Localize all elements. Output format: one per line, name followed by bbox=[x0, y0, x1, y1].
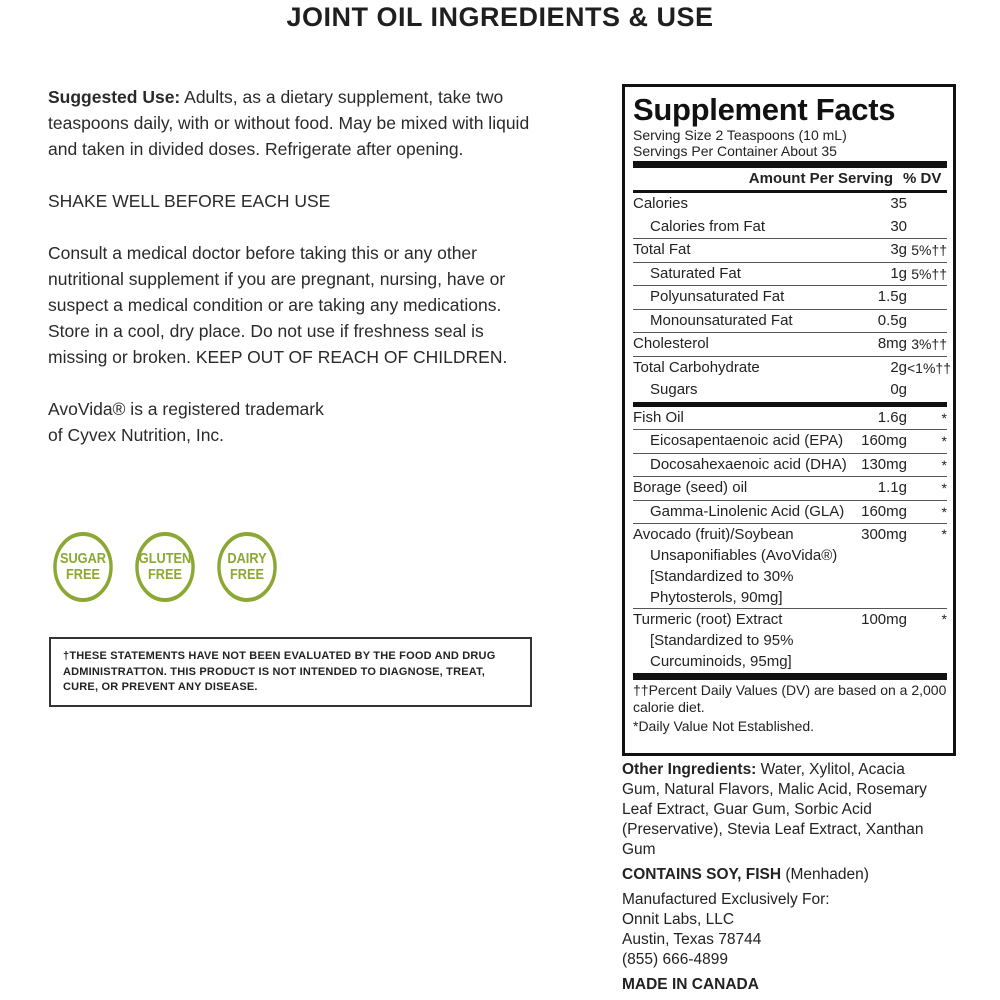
facts-row-name: [Standardized to 30% bbox=[650, 568, 794, 585]
facts-row-name: Calories from Fat bbox=[650, 217, 766, 235]
facts-row-amount: 0.5g bbox=[877, 311, 907, 329]
facts-row-name: Gamma-Linolenic Acid (GLA) bbox=[650, 502, 845, 520]
usage-section bbox=[48, 84, 538, 448]
amount-header: Amount Per Serving bbox=[748, 170, 893, 187]
badge-line: FREE bbox=[229, 566, 264, 583]
facts-row-amount: 1.1g bbox=[877, 479, 907, 496]
made-in: MADE IN CANADA bbox=[622, 976, 759, 993]
facts-row-name: Avocado (fruit)/Soybean bbox=[633, 526, 794, 543]
facts-row-dv: * bbox=[941, 433, 947, 449]
facts-row-name: Phytosterols, 90mg] bbox=[650, 589, 783, 606]
facts-row bbox=[633, 651, 947, 672]
trademark-line1: AvoVida® is a registered trademark bbox=[48, 399, 324, 419]
facts-row-amount bbox=[849, 630, 907, 651]
facts-row-amount bbox=[849, 566, 907, 587]
facts-row-amount: 3g bbox=[890, 241, 907, 258]
suggested-use-paragraph bbox=[48, 84, 538, 162]
footnote-daily-value: *Daily Value Not Established. bbox=[633, 718, 815, 734]
facts-row-dv: * bbox=[941, 480, 947, 496]
badge-line: SUGAR bbox=[59, 550, 107, 567]
trademark-line2: of Cyvex Nutrition, Inc. bbox=[48, 425, 225, 445]
facts-row-name: Borage (seed) oil bbox=[633, 479, 748, 496]
fda-disclaimer: †THESE STATEMENTS HAVE NOT BEEN EVALUATED BY THE FOOD AND DRUG ADMINISTRATTON. THIS PRODUCT IS NOT INTENDED TO DIAGNOSE, TREAT, CURE, OR PREVENT ANY DISEASE. bbox=[49, 637, 532, 707]
badge-row bbox=[48, 532, 282, 602]
other-ingredients-text: Water, Xylitol, Acacia Gum, Natural Flavors, Malic Acid, Rosemary Leaf Extract, Guar Gum, Sorbic Acid (Preservative), Stevia Leaf Extract, Xanthan Gum bbox=[622, 761, 927, 858]
facts-row-dv bbox=[907, 566, 947, 587]
facts-row bbox=[633, 263, 947, 286]
facts-header bbox=[633, 168, 947, 190]
allergen-text: (Menhaden) bbox=[781, 866, 869, 883]
trademark-notice bbox=[48, 396, 538, 448]
facts-row-name: Docosahexaenoic acid (DHA) bbox=[650, 455, 847, 473]
badge-line: FREE bbox=[147, 566, 182, 583]
allergen-statement bbox=[622, 865, 942, 885]
facts-row-dv bbox=[907, 545, 947, 566]
facts-row-name: Curcuminoids, 95mg] bbox=[650, 653, 792, 670]
facts-row-dv: 5%†† bbox=[911, 265, 947, 282]
facts-row-name: Polyunsaturated Fat bbox=[650, 288, 785, 305]
facts-row-amount: 30 bbox=[890, 217, 907, 235]
facts-row-name: Sugars bbox=[650, 381, 698, 398]
dv-header: % DV bbox=[903, 170, 942, 187]
allergen-label: CONTAINS SOY, FISH bbox=[622, 866, 782, 883]
shake-warning: SHAKE WELL BEFORE EACH USE bbox=[48, 191, 331, 211]
facts-row-dv: * bbox=[941, 503, 947, 520]
facts-row-amount bbox=[849, 651, 907, 672]
badge-line: DAIRY bbox=[227, 550, 267, 567]
facts-row-name: Total Fat bbox=[633, 241, 691, 258]
facts-row bbox=[633, 333, 947, 356]
supplement-facts-panel bbox=[622, 84, 956, 756]
footnote-dv: ††Percent Daily Values (DV) are based on a 2,000 calorie diet. bbox=[633, 682, 947, 715]
facts-row bbox=[633, 239, 947, 262]
servings-per-container: Servings Per Container About 35 bbox=[633, 143, 837, 159]
facts-row-name: Fish Oil bbox=[633, 408, 684, 426]
facts-row bbox=[633, 407, 947, 430]
consult-warning: Consult a medical doctor before taking this or any other nutritional supplement if you are pregnant, nursing, have or suspect a medical condition or are taking any medications. Store in a cool, dry place. Do not use if freshness seal is missing or broken. KEEP OUT OF REACH OF CHILDREN. bbox=[48, 243, 508, 367]
facts-row-dv: * bbox=[941, 409, 947, 426]
facts-row-dv bbox=[907, 379, 947, 402]
facts-row bbox=[633, 430, 947, 453]
facts-row-amount: 1.6g bbox=[877, 408, 907, 426]
facts-row-amount: 100mg bbox=[861, 611, 907, 628]
suggested-use-text: Adults, as a dietary supplement, take two teaspoons daily, with or without food. May be mixed with liquid and taken in divided doses. Refrigerate after opening. bbox=[48, 87, 530, 159]
facts-row-dv: * bbox=[941, 526, 947, 542]
facts-row-name: [Standardized to 95% bbox=[650, 632, 794, 649]
facts-row bbox=[633, 477, 947, 500]
facts-row-dv bbox=[907, 216, 947, 239]
facts-row-amount: 1.5g bbox=[877, 288, 907, 305]
facts-row-dv bbox=[907, 310, 947, 333]
facts-row-dv: * bbox=[941, 456, 947, 473]
facts-row bbox=[633, 609, 947, 630]
facts-row bbox=[633, 630, 947, 651]
facts-row-amount: 0g bbox=[890, 381, 907, 398]
manufacturer-line: (855) 666-4899 bbox=[622, 951, 728, 968]
facts-row-dv: 5%†† bbox=[911, 242, 947, 258]
facts-row-amount: 160mg bbox=[861, 432, 907, 449]
facts-row-name: Saturated Fat bbox=[650, 264, 741, 282]
manufacturer-line: Manufactured Exclusively For: bbox=[622, 891, 830, 908]
facts-row-name: Total Carbohydrate bbox=[633, 358, 760, 376]
facts-row-name: Cholesterol bbox=[633, 335, 709, 352]
facts-row bbox=[633, 286, 947, 309]
facts-row-dv bbox=[907, 651, 947, 672]
gluten-free-badge bbox=[135, 532, 195, 602]
facts-row-amount: 35 bbox=[890, 195, 907, 212]
other-ingredients-label: Other Ingredients: bbox=[622, 761, 757, 778]
facts-row-amount bbox=[849, 587, 907, 608]
facts-row-amount: 130mg bbox=[861, 455, 907, 473]
facts-row-dv bbox=[907, 286, 947, 309]
manufacturer-line: Austin, Texas 78744 bbox=[622, 931, 762, 948]
facts-rows bbox=[633, 193, 951, 672]
other-ingredients bbox=[622, 760, 942, 860]
other-info bbox=[622, 760, 942, 1000]
badge-line: FREE bbox=[65, 566, 100, 583]
facts-row-dv bbox=[907, 630, 947, 651]
suggested-use-label: Suggested Use: bbox=[48, 87, 181, 107]
facts-row bbox=[633, 587, 947, 608]
facts-row bbox=[633, 545, 947, 566]
sugar-free-badge bbox=[53, 532, 113, 602]
facts-row-name: Eicosapentaenoic acid (EPA) bbox=[650, 432, 844, 449]
facts-row bbox=[633, 310, 947, 333]
facts-row-name: Turmeric (root) Extract bbox=[633, 611, 783, 628]
page-title: JOINT OIL INGREDIENTS & USE bbox=[286, 2, 714, 32]
manufacturer-info bbox=[622, 890, 942, 970]
facts-row-dv bbox=[907, 587, 947, 608]
badge-line: GLUTEN bbox=[138, 550, 192, 567]
facts-row bbox=[633, 501, 947, 524]
facts-row bbox=[633, 193, 947, 216]
facts-row-amount bbox=[849, 545, 907, 566]
facts-row-dv: <1%†† bbox=[907, 359, 951, 376]
facts-row-name: Monounsaturated Fat bbox=[650, 311, 793, 329]
facts-row bbox=[633, 454, 947, 477]
facts-row-amount: 8mg bbox=[877, 335, 907, 352]
facts-row bbox=[633, 357, 951, 380]
facts-row-amount: 300mg bbox=[861, 526, 907, 543]
facts-row bbox=[633, 566, 947, 587]
facts-row-amount: 160mg bbox=[861, 502, 907, 520]
facts-row-name: Calories bbox=[633, 195, 689, 212]
facts-row bbox=[633, 216, 947, 239]
facts-title: Supplement Facts bbox=[633, 92, 896, 127]
facts-row-dv: 3%†† bbox=[911, 336, 947, 352]
serving-size: Serving Size 2 Teaspoons (10 mL) bbox=[633, 127, 847, 143]
manufacturer-line: Onnit Labs, LLC bbox=[622, 911, 735, 928]
facts-row-amount: 2g bbox=[890, 358, 907, 376]
facts-row-name: Unsaponifiables (AvoVida®) bbox=[650, 547, 838, 564]
facts-row-amount: 1g bbox=[890, 264, 907, 282]
facts-row bbox=[633, 379, 947, 402]
facts-row-dv: * bbox=[941, 611, 947, 627]
facts-row-dv bbox=[907, 193, 947, 216]
dairy-free-badge bbox=[217, 532, 277, 602]
facts-row bbox=[633, 524, 947, 545]
